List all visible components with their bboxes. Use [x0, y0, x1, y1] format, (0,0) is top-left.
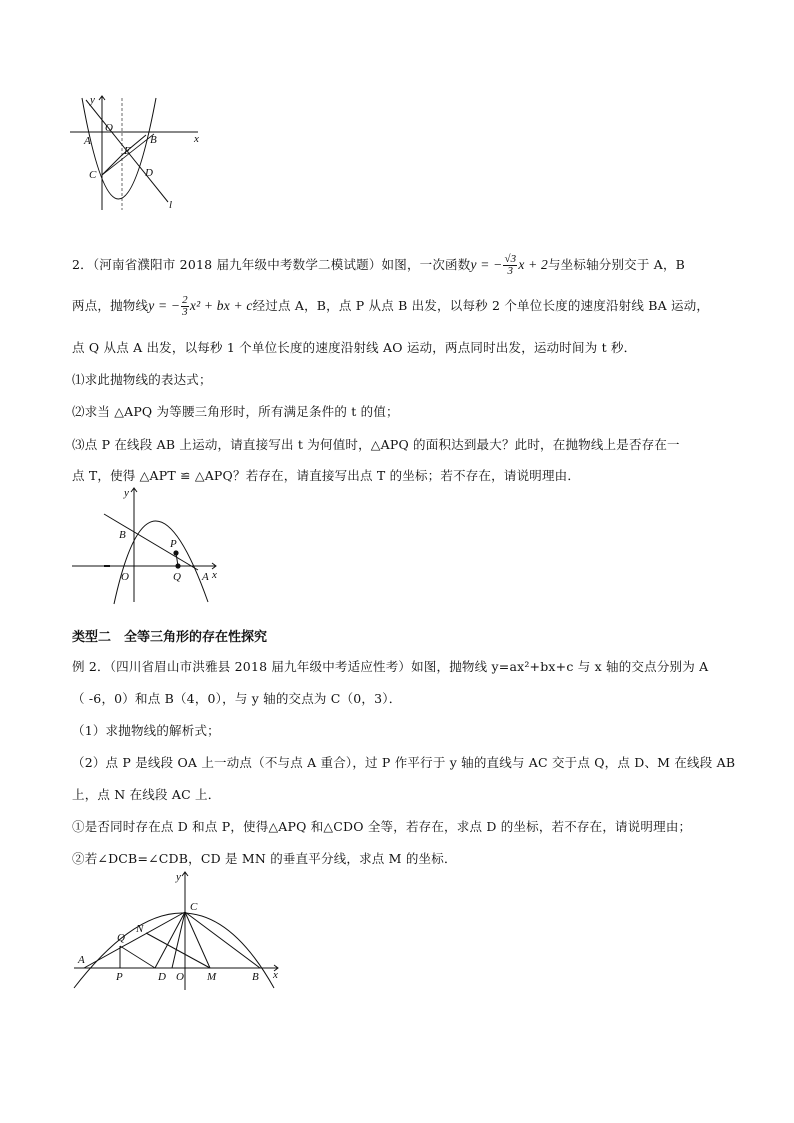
problem2-line2: [72, 295, 709, 318]
fig3-label-y: y: [176, 871, 181, 883]
fig2-label-y: y: [124, 487, 129, 499]
fig1-label-x: x: [194, 133, 199, 145]
fig3-label-O: O: [176, 971, 184, 983]
example2-q1: （1）求抛物线的解析式；: [72, 723, 220, 738]
problem2-line1-text: 2．（河南省濮阳市 2018 届九年级中考数学二模试题）如图，一次函数: [72, 257, 471, 272]
fig2-label-x: x: [212, 569, 217, 581]
example2-q2-line2: 上，点 N 在线段 AC 上．: [72, 787, 221, 802]
problem2-line2-fraction: [181, 295, 189, 318]
fig3-label-A: A: [78, 954, 85, 966]
example2-line1: 例 2．（四川省眉山市洪雅县 2018 届九年级中考适应性考）如图，抛物线 y=ax²+bx+c 与 x 轴的交点分别为 A: [72, 659, 709, 674]
problem2-line1-fraction: [503, 254, 517, 277]
example2-q2-line3: ①是否同时存在点 D 和点 P，使得△APQ 和△CDO 全等，若存在，求点 D 的坐标，若不存在，请说明理由；: [72, 819, 692, 834]
problem2-q2: ⑵求当 △APQ 为等腰三角形时，所有满足条件的 t 的值；: [72, 404, 399, 419]
fig1-label-D: D: [145, 167, 153, 179]
fig3-label-x: x: [273, 969, 278, 981]
fig3-label-N: N: [136, 923, 144, 935]
problem2-line1-frac-den: 3: [507, 265, 514, 277]
figure-2: [68, 484, 228, 608]
fig3-label-D: D: [158, 971, 166, 983]
figure-3: [70, 868, 290, 996]
fig1-label-l: l: [169, 199, 173, 211]
fig3-label-B: B: [252, 971, 259, 983]
fig1-label-C: C: [89, 169, 97, 181]
figure-1: [68, 90, 208, 218]
fig1-label-A: A: [84, 135, 91, 147]
problem2-line2-frac-num: 2: [182, 294, 188, 306]
problem2-line2-eq-post: x² + bx + c: [189, 298, 253, 313]
fig1-label-O: O: [105, 122, 113, 134]
example2-line2: （ -6，0）和点 B（4，0），与 y 轴的交点为 C（0，3）．: [72, 691, 402, 706]
fig3-label-M: M: [207, 971, 217, 983]
problem2-q3-line2: 点 T，使得 △APT ≌ △APQ？若存在，请直接写出点 T 的坐标；若不存在，请说明理由．: [72, 468, 581, 483]
fig2-label-Q: Q: [173, 571, 181, 583]
problem2-line3: 点 Q 从点 A 出发，以每秒 1 个单位长度的速度沿射线 AO 运动，两点同时出发，运动时间为 t 秒．: [72, 340, 637, 355]
fig3-label-C: C: [190, 901, 198, 913]
example2-q2-line1: （2）点 P 是线段 OA 上一动点（不与点 A 重合），过 P 作平行于 y 轴的直线与 AC 交于点 Q，点 D、M 在线段 AB: [72, 755, 736, 770]
problem2-line1-tail: 与坐标轴分别交于 A，B: [547, 257, 686, 272]
problem2-line1-frac-num: √3: [504, 253, 517, 265]
example2-q2-line4: ②若∠DCB=∠CDB，CD 是 MN 的垂直平分线，求点 M 的坐标．: [72, 851, 457, 866]
problem2-line1: [72, 254, 685, 277]
fig2-label-B: B: [119, 529, 126, 541]
problem2-line2-tail: 经过点 A，B，点 P 从点 B 出发，以每秒 2 个单位长度的速度沿射线 BA 运动，: [252, 298, 710, 313]
problem2-q1: ⑴求此抛物线的表达式；: [72, 372, 212, 387]
problem2-q3-line1: ⑶点 P 在线段 AB 上运动，请直接写出 t 为何值时，△APQ 的面积达到最大？此时，在抛物线上是否存在一: [72, 437, 680, 452]
fig3-label-Q: Q: [117, 932, 125, 944]
fig1-label-B: B: [150, 134, 157, 146]
fig1-label-E: E: [124, 145, 131, 157]
section-heading: 类型二 全等三角形的存在性探究: [72, 630, 268, 645]
problem2-line2-eq-pre: y = −: [148, 298, 181, 313]
fig1-label-y: y: [90, 94, 95, 106]
fig2-label-A: A: [202, 571, 209, 583]
problem2-line2-text: 两点，抛物线: [72, 298, 149, 313]
fig2-label-P: P: [170, 538, 177, 550]
fig2-label-O: O: [121, 571, 129, 583]
problem2-line1-eq-pre: y = −: [470, 257, 503, 272]
problem2-line2-frac-den: 3: [182, 306, 188, 318]
problem2-line1-eq-post: x + 2: [518, 257, 548, 272]
fig3-label-P: P: [116, 971, 123, 983]
